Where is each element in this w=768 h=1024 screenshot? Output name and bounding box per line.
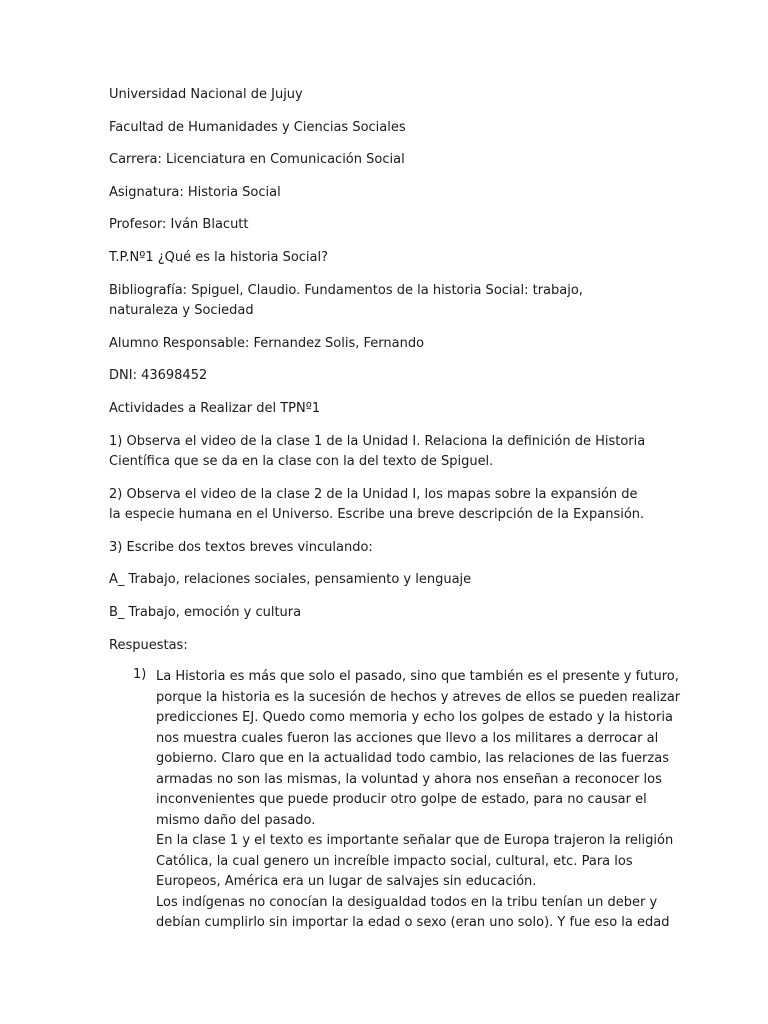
answer-item-body — [156, 667, 681, 934]
answer-line: Los indígenas no conocían la desigualdad todos en la tribu tenían un deber y — [156, 894, 658, 910]
activity-item-1: 1) Observa el video de la clase 1 de la Unidad I. Relaciona la definición de Historia Científica que se da en la clase con la del texto de Spiguel. — [109, 434, 646, 469]
bibliography-line: Bibliografía: Spiguel, Claudio. Fundamentos de la historia Social: trabajo, naturaleza y Sociedad — [109, 283, 583, 318]
answer-line: nos muestra cuales fueron las acciones que llevo a los militares a derrocar al — [156, 730, 659, 746]
answer-line: inconvenientes que puede producir otro golpe de estado, para no causar el — [156, 792, 647, 807]
answer-line: gobierno. Claro que en la actualidad todo cambio, las relaciones de las fuerzas — [156, 751, 669, 766]
faculty-line: Facultad de Humanidades y Ciencias Sociales — [109, 120, 406, 135]
answer-line: predicciones EJ. Quedo como memoria y echo los golpes de estado y la historia — [156, 710, 673, 725]
tp-title-line: T.P.Nº1 ¿Qué es la historia Social? — [109, 250, 329, 265]
activity-item-2: 2) Observa el video de la clase 2 de la Unidad I, los mapas sobre la expansión de la especie humana en el Universo. Escribe una breve descripción de la Expansión. — [109, 487, 645, 522]
career-line: Carrera: Licenciatura en Comunicación Social — [109, 152, 405, 167]
dni-line: DNI: 43698452 — [109, 368, 208, 383]
activity-item-a: A_ Trabajo, relaciones sociales, pensamiento y lenguaje — [109, 572, 472, 587]
student-line: Alumno Responsable: Fernandez Solis, Fernando — [109, 336, 425, 351]
activities-title: Actividades a Realizar del TPNº1 — [109, 401, 321, 416]
answer-line: porque la historia es la sucesión de hechos y atreves de ellos se pueden realizar — [156, 689, 681, 705]
activity-item-3: 3) Escribe dos textos breves vinculando: — [109, 540, 373, 555]
answer-line: La Historia es más que solo el pasado, sino que también es el presente y futuro, — [156, 669, 679, 684]
answer-line: Europeos, América era un lugar de salvajes sin educación. — [156, 874, 537, 889]
professor-line: Profesor: Iván Blacutt — [109, 217, 249, 232]
answer-line: Católica, la cual genero un increíble impacto social, cultural, etc. Para los — [156, 853, 633, 869]
answer-item-number: 1) — [133, 667, 147, 682]
university-line: Universidad Nacional de Jujuy — [109, 87, 303, 102]
subject-line: Asignatura: Historia Social — [109, 185, 281, 200]
answers-title: Respuestas: — [109, 638, 188, 653]
answer-line: debían cumplirlo sin importar la edad o sexo (eran uno solo). Y fue eso la edad — [156, 915, 670, 930]
answer-line: armadas no son las mismas, la voluntad y ahora nos enseñan a reconocer los — [156, 771, 662, 787]
answer-line: En la clase 1 y el texto es importante señalar que de Europa trajeron la religión — [156, 833, 674, 848]
activity-item-b: B_ Trabajo, emoción y cultura — [109, 605, 302, 620]
answer-line: mismo daño del pasado. — [156, 812, 316, 828]
